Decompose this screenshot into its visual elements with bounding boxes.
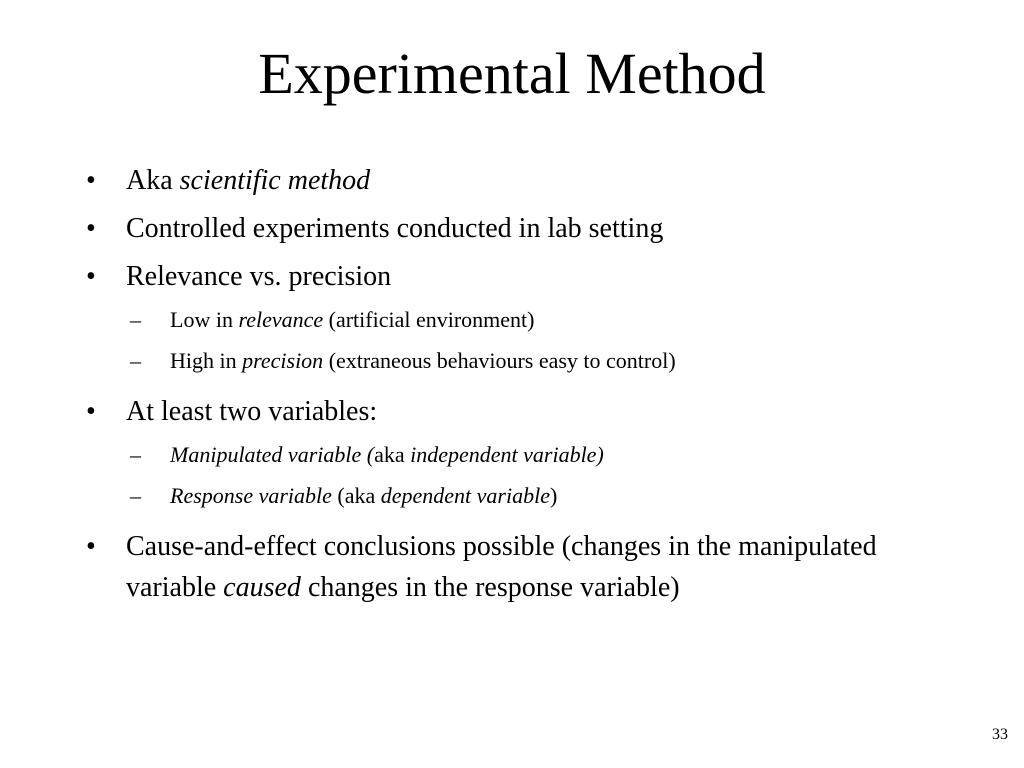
- slide-title: Experimental Method: [258, 41, 766, 106]
- dash-icon: –: [130, 442, 141, 467]
- sub-bullet-text: (artificial environment): [323, 307, 535, 332]
- bullet-italic-text: caused: [223, 572, 301, 603]
- sub-bullet-italic-text: precision: [242, 348, 324, 373]
- dash-icon: –: [130, 348, 141, 373]
- sub-bullet-manipulated-variable: [130, 439, 946, 471]
- bullet-cause-and-effect: [86, 526, 946, 608]
- sub-bullet-text: (extraneous behaviours easy to control): [323, 348, 676, 373]
- bullet-text: Relevance vs. precision: [126, 261, 392, 292]
- sub-bullet-italic-text: Manipulated variable (: [170, 442, 375, 467]
- bullet-text: Controlled experiments conducted in lab setting: [126, 213, 664, 244]
- sub-bullet-response-variable: [130, 480, 946, 512]
- bullet-text: At least two variables:: [126, 396, 378, 427]
- sub-bullet-text: Low in: [170, 307, 239, 332]
- bullet-italic-text: scientific method: [179, 165, 371, 196]
- bullet-text: Aka: [126, 165, 180, 196]
- sub-bullet-italic-text: Response variable: [170, 483, 332, 508]
- page-number: 33: [992, 726, 1008, 743]
- sub-bullet-italic-text: relevance: [238, 307, 324, 332]
- dash-icon: –: [130, 483, 141, 508]
- bullet-dot-icon: •: [86, 213, 96, 244]
- bullet-relevance-vs-precision: [86, 256, 946, 297]
- bullet-dot-icon: •: [86, 165, 96, 196]
- bullet-text: changes in the response variable): [300, 572, 680, 603]
- bullet-controlled-experiments: [86, 208, 946, 249]
- dash-icon: –: [130, 307, 141, 332]
- sub-bullet-italic-text: dependent variable: [380, 483, 550, 508]
- sub-bullet-high-precision: [130, 345, 946, 377]
- sub-bullet-text: High in: [170, 348, 243, 373]
- bullet-dot-icon: •: [86, 396, 96, 427]
- bullet-dot-icon: •: [86, 261, 96, 292]
- sub-bullet-text: (aka: [331, 483, 381, 508]
- bullet-dot-icon: •: [86, 531, 96, 562]
- sub-bullet-low-relevance: [130, 304, 946, 336]
- bullet-text: Cause-and-effect conclusions possible (changes in the manipulated variable: [126, 531, 877, 603]
- sub-bullet-italic-text: independent variable): [410, 442, 604, 467]
- bullet-aka-scientific-method: [86, 160, 946, 201]
- sub-bullet-text: aka: [374, 442, 411, 467]
- sub-bullet-text: ): [550, 483, 558, 508]
- bullet-two-variables: [86, 391, 946, 432]
- bullet-list: [86, 160, 946, 615]
